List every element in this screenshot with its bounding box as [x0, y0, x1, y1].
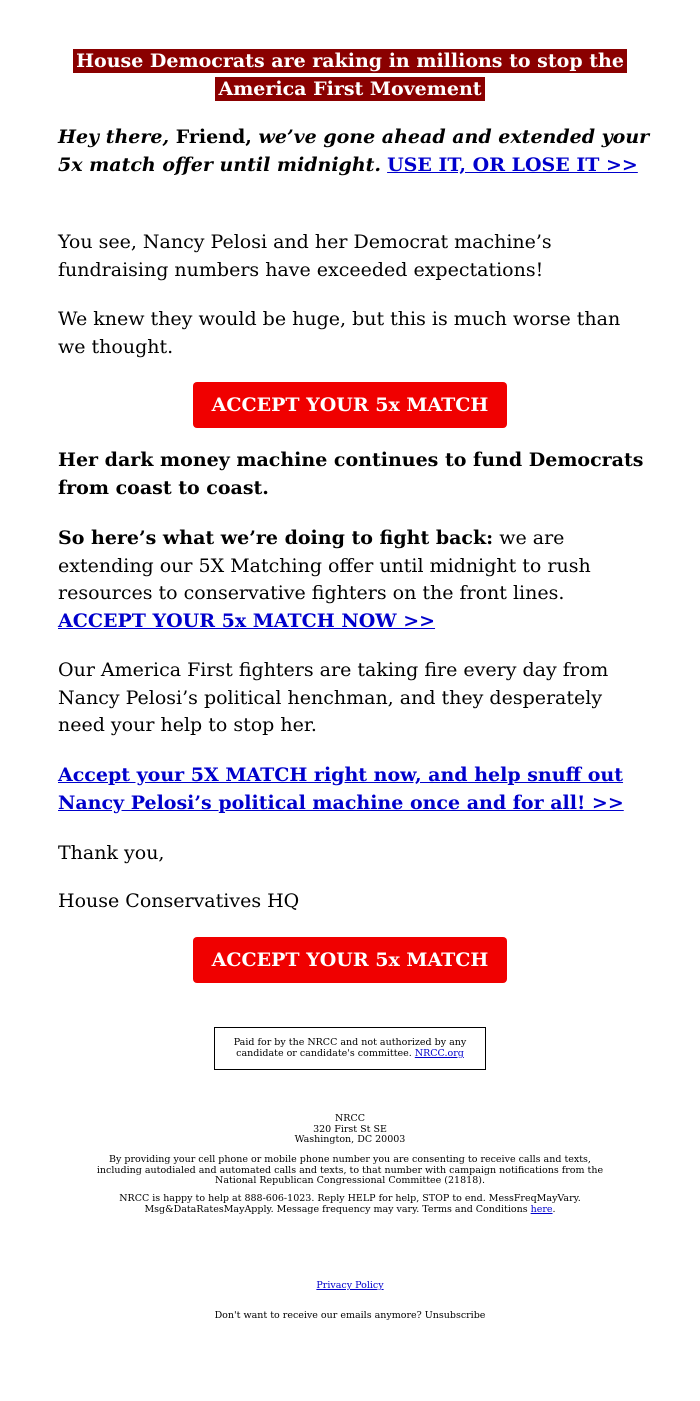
paragraph-fundraising: You see, Nancy Pelosi and her Democrat machine’s fundraising numbers have exceeded expectations! [58, 231, 552, 281]
use-it-link[interactable]: USE IT, OR LOSE IT >> [387, 153, 638, 176]
intro-friend: Friend, [169, 126, 252, 148]
intro-paragraph [58, 124, 650, 179]
headline [0, 47, 700, 103]
paragraph-fighters: Our America First fighters are taking fire every day from Nancy Pelosi’s political henchman, and they desperately need your help to stop her. [58, 659, 609, 736]
accept-match-button-1[interactable]: ACCEPT YOUR 5x MATCH [193, 382, 507, 428]
paragraph-snuff [58, 762, 650, 817]
intro-hey: Hey there, [58, 126, 170, 148]
signature: House Conservatives HQ [58, 890, 300, 912]
paid-for-disclaimer [214, 1027, 486, 1070]
terms-here-link[interactable]: here [530, 1203, 553, 1215]
address-street: 320 First St SE [313, 1123, 387, 1135]
intro-text: we’ve gone ahead and extended your 5x match offer until midnight. [58, 126, 650, 176]
unsubscribe-text[interactable]: Don't want to receive our emails anymore? Unsubscribe [214, 1310, 486, 1321]
help-text [95, 1194, 605, 1215]
mailing-address [95, 1114, 605, 1146]
accept-match-now-link[interactable]: ACCEPT YOUR 5x MATCH NOW >> [58, 609, 436, 632]
fight-back-text: we are extending our 5X Matching offer until midnight to rush resources to conservative fighters on the front lines. [58, 527, 591, 604]
paragraph-fight-back [58, 525, 650, 635]
headline-line-2: America First Movement [215, 77, 484, 101]
headline-line-1: House Democrats are raking in millions to stop the [73, 49, 627, 73]
help-end: . [552, 1203, 556, 1215]
privacy-policy-link[interactable]: Privacy Policy [316, 1280, 384, 1291]
paragraph-worse: We knew they would be huge, but this is much worse than we thought. [58, 308, 621, 358]
accept-match-button-2[interactable]: ACCEPT YOUR 5x MATCH [193, 937, 507, 983]
nrcc-link[interactable]: NRCC.org [414, 1048, 464, 1059]
paragraph-dark-money: Her dark money machine continues to fund Democrats from coast to coast. [58, 449, 644, 499]
address-city: Washington, DC 20003 [294, 1134, 406, 1145]
help-body: NRCC is happy to help at 888-606-1023. Reply HELP for help, STOP to end. MessFreqMayVary. Msg&DataRatesMayApply. Message frequency may vary. Terms and Conditions [119, 1193, 581, 1215]
disclaimer-text: Paid for by the NRCC and not authorized by any candidate or candidate's committee. [233, 1037, 467, 1059]
address-name: NRCC [334, 1113, 365, 1124]
fight-back-lead: So here’s what we’re doing to fight back: [58, 527, 494, 549]
snuff-out-link[interactable]: Accept your 5X MATCH right now, and help snuff out Nancy Pelosi’s political machine once and for all! >> [58, 764, 624, 814]
sms-consent: By providing your cell phone or mobile phone number you are consenting to receive calls and texts, including autodialed and automated calls and texts, to that number with campaign notifications from the National Republican Congressional Committee (21818). [96, 1154, 604, 1186]
thank-you: Thank you, [58, 842, 165, 864]
privacy-row [95, 1281, 605, 1292]
